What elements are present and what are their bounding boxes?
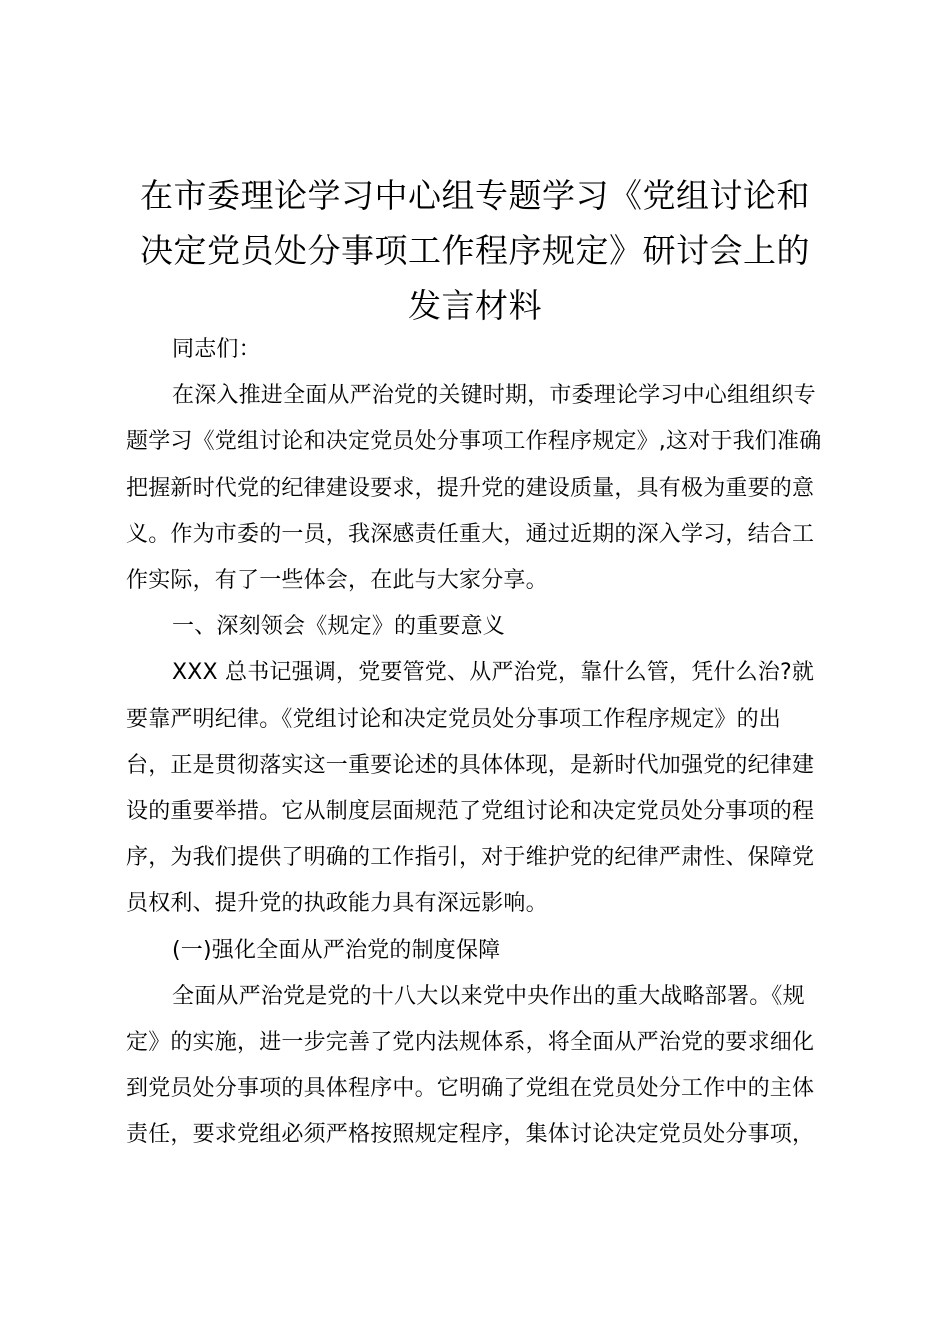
paragraph-line: 员权利、提升党的执政能力具有深远影响。 (126, 891, 548, 917)
greeting-paragraph (126, 327, 826, 373)
intro-paragraph (126, 373, 826, 604)
paragraph-line: 序，为我们提供了明确的工作指引，对于维护党的纪律严肃性、保障党 (126, 845, 815, 871)
greeting-text: 同志们： (172, 337, 261, 362)
paragraph-line: 题学习《党组讨论和决定党员处分事项工作程序规定》,这对于我们准确 (126, 429, 822, 455)
subsection-1-paragraph (126, 974, 826, 1159)
document-title (120, 168, 830, 333)
title-line-3: 发言材料 (408, 286, 542, 325)
paragraph-line: 责任，要求党组必须严格按照规定程序，集体讨论决定党员处分事项， (126, 1122, 815, 1148)
title-line-2: 决定党员处分事项工作程序规定》研讨会上的 (140, 231, 810, 270)
paragraph-line: 到党员处分事项的具体程序中。它明确了党组在党员处分工作中的主体 (126, 1076, 815, 1102)
section-1-paragraph (126, 650, 826, 927)
subsection-heading-text: (一)强化全面从严治党的制度保障 (172, 937, 501, 963)
section-heading-1 (126, 604, 826, 650)
section-heading-text: 一、深刻领会《规定》的重要意义 (172, 614, 506, 640)
paragraph-line: XXX 总书记强调，党要管党、从严治党，靠什么管，凭什么治?就 (172, 660, 815, 686)
paragraph-line: 把握新时代党的纪律建设要求，提升党的建设质量，具有极为重要的意 (126, 475, 815, 501)
document-body (126, 327, 826, 1159)
paragraph-line: 定》的实施，进一步完善了党内法规体系，将全面从严治党的要求细化 (126, 1030, 815, 1056)
title-line-1: 在市委理论学习中心组专题学习《党组讨论和 (140, 176, 810, 215)
paragraph-line: 作实际，有了一些体会，在此与大家分享。 (126, 568, 548, 594)
paragraph-line: 全面从严治党是党的十八大以来党中央作出的重大战略部署。《规 (172, 983, 805, 1009)
subsection-heading-1 (126, 928, 826, 974)
paragraph-line: 在深入推进全面从严治党的关键时期，市委理论学习中心组组织专 (172, 383, 816, 409)
paragraph-line: 台，正是贯彻落实这一重要论述的具体体现，是新时代加强党的纪律建 (126, 752, 815, 778)
paragraph-line: 要靠严明纪律。《党组讨论和决定党员处分事项工作程序规定》的出 (126, 706, 782, 732)
paragraph-line: 义。作为市委的一员，我深感责任重大，通过近期的深入学习，结合工 (126, 521, 815, 547)
paragraph-line: 设的重要举措。它从制度层面规范了党组讨论和决定党员处分事项的程 (126, 799, 815, 825)
